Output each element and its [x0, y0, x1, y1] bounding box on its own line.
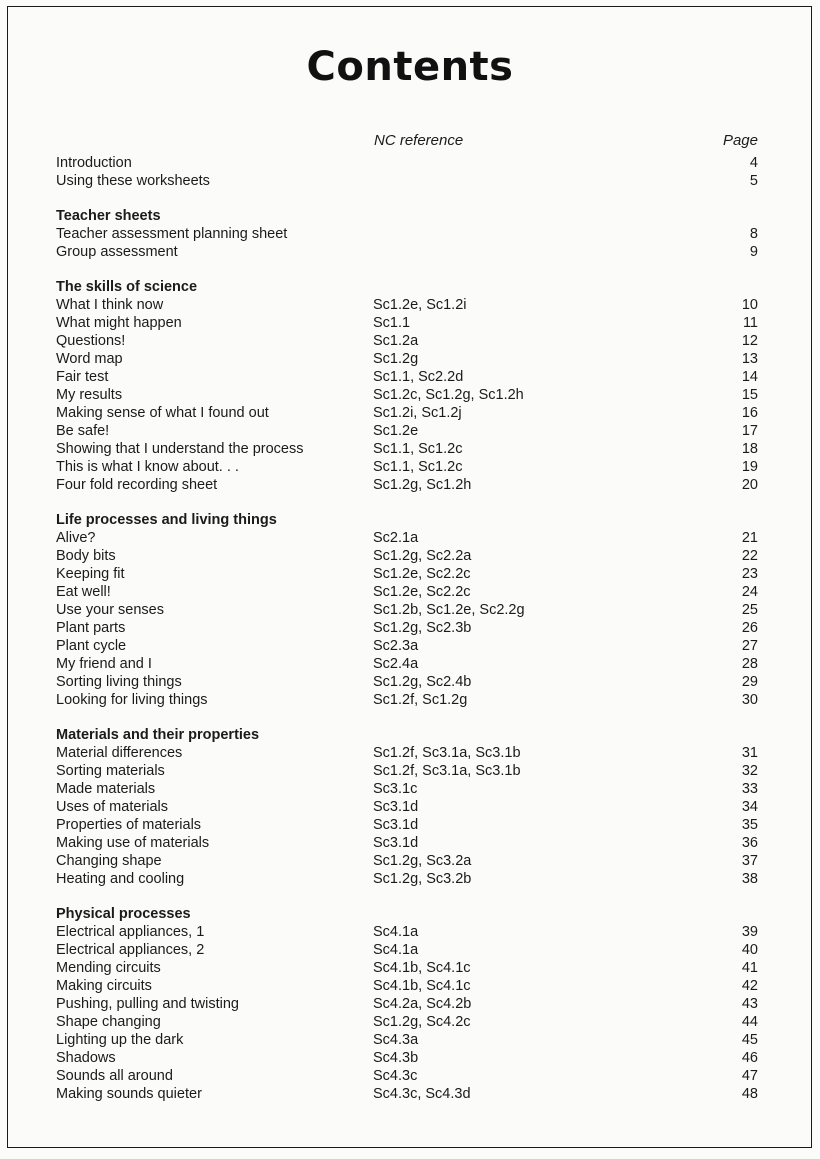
entry-title: My results: [56, 387, 123, 403]
entry-page-number: 33: [741, 781, 758, 797]
entry-title: My friend and I: [56, 656, 152, 672]
toc-entry[interactable]: [0, 977, 820, 995]
entry-nc-reference: Sc1.2e, Sc2.2c: [373, 584, 471, 600]
entry-page-number: 20: [741, 477, 758, 493]
entry-title: Plant parts: [56, 620, 126, 636]
toc-entry[interactable]: [0, 852, 820, 870]
entry-nc-reference: Sc1.2i, Sc1.2j: [373, 405, 462, 421]
entry-page-number: 10: [741, 297, 758, 313]
entry-nc-reference: Sc1.1, Sc1.2c: [373, 459, 463, 475]
entry-nc-reference: Sc3.1d: [373, 835, 419, 851]
entry-title: Uses of materials: [56, 799, 169, 815]
entry-nc-reference: Sc1.2g, Sc2.4b: [373, 674, 472, 690]
entry-page-number: 13: [741, 351, 758, 367]
entry-nc-reference: Sc1.2c, Sc1.2g, Sc1.2h: [373, 387, 524, 403]
entry-title: Electrical appliances, 2: [56, 942, 205, 958]
entry-page-number: 5: [749, 173, 758, 189]
section-heading-label: Life processes and living things: [56, 512, 277, 528]
entry-title: Questions!: [56, 333, 126, 349]
column-header-nc-reference: NC reference: [374, 132, 464, 149]
section-heading-label: Materials and their properties: [56, 727, 260, 743]
entry-title: Teacher assessment planning sheet: [56, 226, 288, 242]
entry-title: What might happen: [56, 315, 182, 331]
toc-entry[interactable]: [0, 547, 820, 565]
entry-page-number: 17: [741, 423, 758, 439]
section-heading: [0, 278, 820, 296]
toc-entry[interactable]: [0, 314, 820, 332]
entry-title: What I think now: [56, 297, 164, 313]
entry-nc-reference: Sc1.2g, Sc4.2c: [373, 1014, 471, 1030]
toc-entry[interactable]: [0, 870, 820, 888]
entry-title: Word map: [56, 351, 123, 367]
toc-entry[interactable]: [0, 941, 820, 959]
entry-title: Group assessment: [56, 244, 178, 260]
toc-entry[interactable]: [0, 422, 820, 440]
entry-title: Sorting materials: [56, 763, 165, 779]
entry-page-number: 28: [741, 656, 758, 672]
toc-section: [0, 207, 820, 261]
toc-entry[interactable]: [0, 225, 820, 243]
entry-page-number: 16: [741, 405, 758, 421]
toc-entry[interactable]: [0, 386, 820, 404]
entry-nc-reference: Sc1.2e: [373, 423, 419, 439]
section-heading-label: Physical processes: [56, 906, 191, 922]
toc-entry[interactable]: [0, 565, 820, 583]
entry-title: Making sounds quieter: [56, 1086, 202, 1102]
entry-title: Plant cycle: [56, 638, 127, 654]
toc-section: [0, 511, 820, 709]
section-heading: [0, 207, 820, 225]
entry-title: Sorting living things: [56, 674, 182, 690]
toc-entry[interactable]: [0, 637, 820, 655]
entry-page-number: 15: [741, 387, 758, 403]
entry-nc-reference: Sc1.2e, Sc2.2c: [373, 566, 471, 582]
toc-section: [0, 905, 820, 1103]
entry-nc-reference: Sc4.3a: [373, 1032, 419, 1048]
entry-page-number: 12: [741, 333, 758, 349]
entry-title: Four fold recording sheet: [56, 477, 218, 493]
entry-title: Material differences: [56, 745, 183, 761]
entry-nc-reference: Sc1.2f, Sc3.1a, Sc3.1b: [373, 763, 521, 779]
entry-nc-reference: Sc4.1b, Sc4.1c: [373, 978, 471, 994]
entry-title: Sounds all around: [56, 1068, 173, 1084]
toc-entry[interactable]: [0, 744, 820, 762]
entry-title: Mending circuits: [56, 960, 161, 976]
table-of-contents: [0, 128, 820, 1103]
column-headers: [0, 128, 820, 154]
entry-title: Shape changing: [56, 1014, 161, 1030]
toc-entry[interactable]: [0, 1049, 820, 1067]
entry-title: Making circuits: [56, 978, 152, 994]
entry-nc-reference: Sc4.3c, Sc4.3d: [373, 1086, 471, 1102]
entry-nc-reference: Sc1.2f, Sc1.2g: [373, 692, 468, 708]
entry-title: This is what I know about. . .: [56, 459, 239, 475]
toc-section: [0, 726, 820, 888]
entry-nc-reference: Sc1.2g, Sc2.3b: [373, 620, 472, 636]
entry-nc-reference: Sc4.3b: [373, 1050, 419, 1066]
entry-page-number: 41: [741, 960, 758, 976]
entry-page-number: 34: [741, 799, 758, 815]
toc-entry[interactable]: [0, 923, 820, 941]
entry-page-number: 22: [741, 548, 758, 564]
toc-entry[interactable]: [0, 404, 820, 422]
toc-section: [0, 154, 820, 190]
toc-entry[interactable]: [0, 1031, 820, 1049]
toc-entry[interactable]: [0, 440, 820, 458]
entry-page-number: 4: [749, 155, 758, 171]
entry-nc-reference: Sc1.1: [373, 315, 411, 331]
column-header-page: Page: [722, 132, 758, 149]
section-spacer: [0, 888, 820, 905]
entry-page-number: 36: [741, 835, 758, 851]
entry-page-number: 24: [741, 584, 758, 600]
toc-entry[interactable]: [0, 296, 820, 314]
entry-nc-reference: Sc1.2a: [373, 333, 419, 349]
entry-nc-reference: Sc4.1a: [373, 924, 419, 940]
toc-entry[interactable]: [0, 995, 820, 1013]
entry-page-number: 29: [741, 674, 758, 690]
entry-page-number: 14: [741, 369, 758, 385]
toc-entry[interactable]: [0, 476, 820, 494]
toc-entry[interactable]: [0, 243, 820, 261]
toc-entry[interactable]: [0, 619, 820, 637]
entry-title: Showing that I understand the process: [56, 441, 304, 457]
entry-nc-reference: Sc1.1, Sc1.2c: [373, 441, 463, 457]
entry-nc-reference: Sc1.2g: [373, 351, 419, 367]
toc-entry[interactable]: [0, 691, 820, 709]
toc-entry[interactable]: [0, 655, 820, 673]
section-heading-label: The skills of science: [56, 279, 198, 295]
entry-nc-reference: Sc1.2g, Sc1.2h: [373, 477, 472, 493]
entry-nc-reference: Sc1.1, Sc2.2d: [373, 369, 464, 385]
entry-page-number: 40: [741, 942, 758, 958]
entry-nc-reference: Sc1.2f, Sc3.1a, Sc3.1b: [373, 745, 521, 761]
entry-nc-reference: Sc1.2b, Sc1.2e, Sc2.2g: [373, 602, 525, 618]
entry-page-number: 46: [741, 1050, 758, 1066]
entry-nc-reference: Sc3.1d: [373, 799, 419, 815]
toc-entry[interactable]: [0, 529, 820, 547]
entry-nc-reference: Sc1.2e, Sc1.2i: [373, 297, 467, 313]
entry-title: Body bits: [56, 548, 116, 564]
entry-page-number: 31: [741, 745, 758, 761]
toc-entry[interactable]: [0, 762, 820, 780]
entry-page-number: 45: [741, 1032, 758, 1048]
entry-nc-reference: Sc2.4a: [373, 656, 419, 672]
entry-title: Electrical appliances, 1: [56, 924, 205, 940]
toc-entry[interactable]: [0, 816, 820, 834]
entry-title: Keeping fit: [56, 566, 125, 582]
section-heading: [0, 905, 820, 923]
entry-title: Properties of materials: [56, 817, 202, 833]
toc-entry[interactable]: [0, 583, 820, 601]
entry-page-number: 18: [741, 441, 758, 457]
entry-page-number: 37: [741, 853, 758, 869]
entry-page-number: 11: [742, 315, 758, 331]
entry-title: Heating and cooling: [56, 871, 185, 887]
entry-nc-reference: Sc1.2g, Sc3.2a: [373, 853, 472, 869]
entry-nc-reference: Sc1.2g, Sc3.2b: [373, 871, 472, 887]
page-title: Contents: [306, 44, 514, 90]
toc-entry[interactable]: [0, 332, 820, 350]
entry-title: Using these worksheets: [56, 173, 210, 189]
toc-entry[interactable]: [0, 154, 820, 172]
toc-entry[interactable]: [0, 798, 820, 816]
section-spacer: [0, 709, 820, 726]
entry-title: Eat well!: [56, 584, 111, 600]
toc-entry[interactable]: [0, 368, 820, 386]
toc-entry[interactable]: [0, 1013, 820, 1031]
toc-entry[interactable]: [0, 959, 820, 977]
entry-page-number: 26: [741, 620, 758, 636]
section-heading-label: Teacher sheets: [56, 208, 161, 224]
toc-entry[interactable]: [0, 780, 820, 798]
entry-title: Making sense of what I found out: [56, 405, 269, 421]
entry-nc-reference: Sc4.2a, Sc4.2b: [373, 996, 472, 1012]
entry-title: Made materials: [56, 781, 156, 797]
entry-nc-reference: Sc4.1b, Sc4.1c: [373, 960, 471, 976]
entry-page-number: 35: [741, 817, 758, 833]
entry-page-number: 47: [741, 1068, 758, 1084]
entry-title: Lighting up the dark: [56, 1032, 184, 1048]
entry-nc-reference: Sc2.1a: [373, 530, 419, 546]
entry-page-number: 42: [741, 978, 758, 994]
entry-page-number: 21: [741, 530, 758, 546]
entry-title: Be safe!: [56, 423, 110, 439]
entry-page-number: 30: [741, 692, 758, 708]
entry-page-number: 8: [749, 226, 758, 242]
entry-title: Use your senses: [56, 602, 164, 618]
toc-entry[interactable]: [0, 458, 820, 476]
toc-entry[interactable]: [0, 1085, 820, 1103]
toc-entry[interactable]: [0, 601, 820, 619]
entry-page-number: 32: [741, 763, 758, 779]
section-spacer: [0, 261, 820, 278]
entry-nc-reference: Sc4.1a: [373, 942, 419, 958]
section-spacer: [0, 494, 820, 511]
entry-page-number: 44: [741, 1014, 758, 1030]
toc-entry[interactable]: [0, 1067, 820, 1085]
toc-entry[interactable]: [0, 673, 820, 691]
entry-page-number: 19: [741, 459, 758, 475]
section-heading: [0, 726, 820, 744]
entry-page-number: 43: [741, 996, 758, 1012]
entry-title: Shadows: [56, 1050, 116, 1066]
section-spacer: [0, 190, 820, 207]
entry-page-number: 25: [741, 602, 758, 618]
entry-nc-reference: Sc2.3a: [373, 638, 419, 654]
entry-nc-reference: Sc3.1d: [373, 817, 419, 833]
entry-title: Pushing, pulling and twisting: [56, 996, 239, 1012]
entry-title: Introduction: [56, 155, 132, 171]
entry-title: Fair test: [56, 369, 109, 385]
entry-nc-reference: Sc3.1c: [373, 781, 418, 797]
entry-title: Looking for living things: [56, 692, 208, 708]
entry-page-number: 39: [741, 924, 758, 940]
entry-title: Changing shape: [56, 853, 162, 869]
toc-entry[interactable]: [0, 350, 820, 368]
toc-entry[interactable]: [0, 834, 820, 852]
toc-entry[interactable]: [0, 172, 820, 190]
entry-nc-reference: Sc4.3c: [373, 1068, 418, 1084]
toc-section: [0, 278, 820, 494]
entry-page-number: 38: [741, 871, 758, 887]
entry-title: Making use of materials: [56, 835, 210, 851]
entry-page-number: 9: [749, 244, 758, 260]
entry-page-number: 48: [741, 1086, 758, 1102]
entry-title: Alive?: [56, 530, 96, 546]
section-heading: [0, 511, 820, 529]
entry-page-number: 23: [741, 566, 758, 582]
entry-nc-reference: Sc1.2g, Sc2.2a: [373, 548, 472, 564]
entry-page-number: 27: [741, 638, 758, 654]
